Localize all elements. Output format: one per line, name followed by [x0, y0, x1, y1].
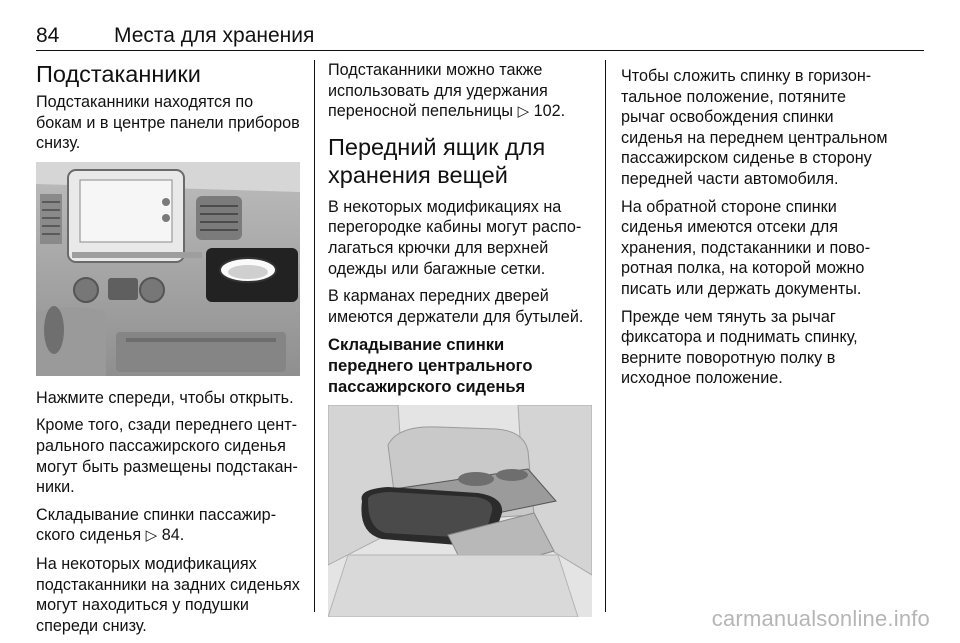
paragraph: Кроме того, сзади переднего центрального пассажирского сиденья могут быть размещены подстаканники.: [36, 416, 298, 497]
running-title: Места для хранения: [114, 24, 315, 47]
paragraph: В карманах передних дверей имеются держатели для бутылей.: [328, 287, 584, 326]
column-1: [36, 60, 300, 643]
paragraph-cross-reference: [328, 60, 592, 123]
section-heading-front-storage: Передний ящик для хранения вещей: [328, 133, 546, 188]
column-2: [328, 60, 592, 617]
column-divider: [314, 60, 315, 612]
watermark: carmanualsonline.info: [711, 606, 930, 631]
paragraph: Чтобы сложить спинку в горизонтальное положение, потяните рычаг освобождения спинки сиденья на переднем центральном пассажирском сиденье в сторону передней части автомобиля.: [621, 67, 888, 188]
paragraph-text: Складывание спинки пассажирского сиденья: [36, 505, 277, 545]
page-number: 84: [36, 24, 60, 47]
figure-caption: Нажмите спереди, чтобы открыть.: [36, 388, 294, 407]
dashboard-cupholder-figure: [36, 162, 300, 376]
subheading-seat-folding: Складывание спинки переднего центрального пассажирского сиденья: [328, 335, 533, 397]
folded-seat-figure: [328, 405, 592, 617]
page-header: [36, 18, 924, 51]
paragraph-cross-reference: [36, 505, 300, 547]
column-3: [621, 60, 889, 396]
column-divider: [605, 60, 606, 612]
paragraph: Подстаканники находятся по бокам и в центре панели приборов снизу.: [36, 93, 300, 153]
page-reference-arrow-icon[interactable]: ▷: [517, 103, 530, 121]
paragraph-text: Подстаканники можно также использовать для удержания переносной пепельницы: [328, 61, 548, 121]
paragraph: В некоторых модификациях на перегородке кабины могут располагаться крючки для верхней одежды или багажные сетки.: [328, 197, 582, 278]
page-reference-number[interactable]: 102.: [533, 102, 566, 121]
paragraph: На обратной стороне спинки сиденья имеются отсеки для хранения, подстаканники и поворотная полка, на которой можно писать или держать документы.: [621, 197, 871, 298]
page-reference-number[interactable]: 84.: [161, 526, 185, 545]
paragraph: Прежде чем тянуть за рычаг фиксатора и поднимать спинку, верните поворотную полку в исходное положение.: [621, 307, 858, 388]
paragraph: На некоторых модификациях подстаканники на задних сиденьях могут находиться у подушки спереди снизу.: [36, 554, 300, 635]
page-reference-arrow-icon[interactable]: ▷: [145, 527, 158, 545]
section-heading-cupholders: Подстаканники: [36, 61, 201, 87]
